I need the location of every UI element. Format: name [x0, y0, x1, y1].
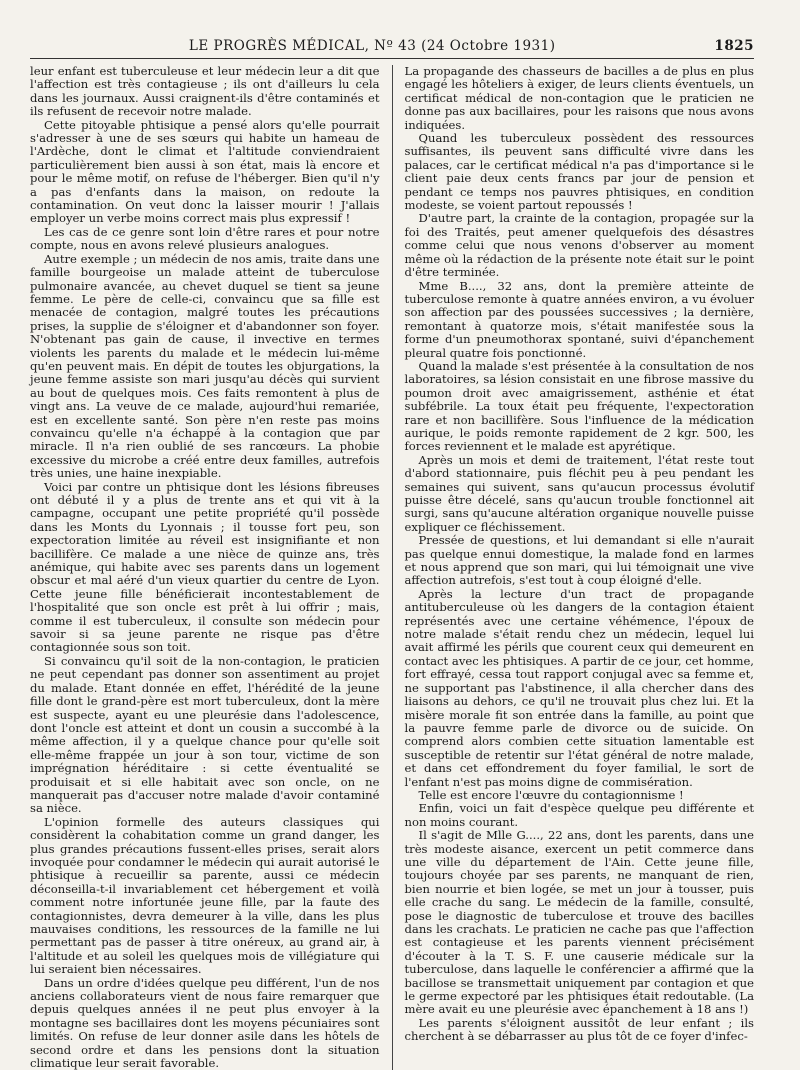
paragraph: Après un mois et demi de traitement, l'état reste tout d'abord stationnaire, puis fléchit peu à peu pendant les semaines qui suivent, sans qu'aucun processus évolutif puisse être décelé, sans qu'aucun trouble fonctionnel ait surgi, sans qu'aucune altération organique nouvelle puisse expliquer ce fléchissement. — [404, 452, 754, 534]
paragraph: Enfin, voici un fait d'espèce quelque peu différente et non moins courant. — [404, 801, 754, 829]
paragraph: Pressée de questions, et lui demandant si elle n'aurait pas quelque ennui domestique, la malade fond en larmes et nous apprend que son mari, qui lui témoignait une vive affection autrefois, s'est tout à coup éloigné d'elle. — [404, 533, 754, 588]
paragraph: Quand les tuberculeux possèdent des ressources suffisantes, ils peuvent sans difficulté vivre dans les palaces, car le certificat médical n'a pas d'importance si le client paie deux cents francs par jour de pension et pendant ce temps nos pauvres phtisiques, en condition modeste, se voient partout repoussés ! — [404, 131, 754, 213]
paragraph: leur enfant est tuberculeuse et leur médecin leur a dit que l'affection est très contagieuse ; ils ont d'ailleurs lu cela dans les journaux. Aussi craignent-ils d'être contaminés et ils refusent de recevoir notre malade. — [30, 64, 380, 119]
left-column — [30, 65, 392, 1070]
paragraph: Telle est encore l'œuvre du contagionnisme ! — [418, 787, 684, 802]
right-column — [392, 65, 755, 1070]
page-header — [30, 38, 754, 59]
page-number: 1825 — [714, 38, 754, 54]
paragraph: L'opinion formelle des auteurs classiques qui considèrent la cohabitation comme un grand danger, les plus grandes précautions fussent-elles prises, serait alors invoquée pour condamner le médecin qui aurait autorisé le phtisique à recueillir sa parente, aussi ce médecin déconseilla-t-il invariablement cet hébergement et voilà comment notre infortunée jeune fille, par la faute des contagionnistes, devra demeurer à la ville, dans les plus mauvaises conditions, les ressources de la famille ne lui permettant pas de passer à titre onéreux, au grand air, à l'altitude et au soleil les quelques mois de villégiature qui lui seraient bien nécessaires. — [30, 814, 380, 977]
paragraph: Si convaincu qu'il soit de la non-contagion, le praticien ne peut cependant pas donner son assentiment au projet du malade. Etant donnée en effet, l'hérédité de la jeune fille dont le grand-père est mort tuberculeux, dont la mère est suspecte, ayant eu une pleurésie dans l'adolescence, dont l'oncle est atteint et dont un cousin a succombé à la même affection, il y a quelque chance pour qu'elle soit elle-même frappée un jour à son tour, victime de son imprégnation héréditaire : si cette éventualité se produisait et si elle habitait avec son oncle, on ne manquerait pas d'accuser notre malade d'avoir contaminé sa nièce. — [30, 653, 380, 816]
paragraph: D'autre part, la crainte de la contagion, propagée sur la foi des Traités, peut amener quelquefois des désastres comme celui que nous venons d'observer au moment même où la rédaction de la présente note était sur le point d'être terminée. — [404, 211, 754, 280]
paragraph: Quand la malade s'est présentée à la consultation de nos laboratoires, sa lésion consistait en une fibrose massive du poumon droit avec amaigrissement, asthénie et état subfébrile. La toux était peu fréquente, l'expectoration rare et non bacillifère. Sous l'influence de la médication aurique, le poids remonte rapidement de 2 kgr. 500, les forces reviennent et le malade est apyrétique. — [404, 358, 754, 454]
paragraph: Voici par contre un phtisique dont les lésions fibreuses ont débuté il y a plus de trente ans et qui vit à la campagne, occupant une petite propriété qu'il possède dans les Monts du Lyonnais ; il tousse fort peu, son expectoration limitée au réveil est insignifiante et non bacillifère. Ce malade a une nièce de quinze ans, très anémique, qui habite avec ses parents dans un logement obscur et mal aéré d'un vieux quartier du centre de Lyon. Cette jeune fille bénéficierait incontestablement de l'hospitalité que son oncle est prêt à lui offrir ; mais, comme il est tuberculeux, il consulte son médecin pour savoir si sa jeune parente ne risque pas d'être contagionnée sous son toit. — [30, 479, 380, 655]
text-columns — [30, 65, 754, 1070]
paragraph: La propagande des chasseurs de bacilles a de plus en plus engagé les hôteliers à exiger, de leurs clients éventuels, un certificat médical de non-contagion que le praticien ne donne pas aux bacillaires, pour les raisons que nous avons indiquées. — [404, 64, 754, 132]
paragraph: Autre exemple ; un médecin de nos amis, traite dans une famille bourgeoise un malade atteint de tuberculose pulmonaire avancée, au chevet duquel se tient sa jeune femme. Le père de celle-ci, convaincu que sa fille est menacée de contagion, malgré toutes les précautions prises, la supplie de s'éloigner et d'abandonner son foyer. N'obtenant pas gain de cause, il invective en termes violents les parents du malade et le médecin lui-même qu'en peuvent mais. En dépit de toutes les objurgations, la jeune femme assiste son mari jusqu'au décès qui survient au bout de quelques mois. Ces faits remontent à plus de vingt ans. La veuve de ce malade, aujourd'hui remariée, est en excellente santé. Son père n'en reste pas moins convaincu qu'elle n'a échappé à la contagion que par miracle. Il n'a rien oublié de ses rancœurs. La phobie excessive du microbe a créé entre deux familles, autrefois très unies, une haine inexpiable. — [30, 251, 380, 481]
journal-title: LE PROGRÈS MÉDICAL, Nº 43 (24 Octobre 1931) — [188, 38, 556, 54]
paragraph: Mme B...., 32 ans, dont la première atteinte de tuberculose remonte à quatre années environ, a vu évoluer son affection par des poussées successives ; la dernière, remontant à quatorze mois, s'était manifestée sous la forme d'un pneumothorax spontané, suivi d'épanchement pleural quatre fois ponctionné. — [404, 278, 754, 360]
paragraph: Après la lecture d'un tract de propagande antituberculeuse où les dangers de la contagion étaient représentés avec une certaine véhémence, l'époux de notre malade s'était rendu chez un médecin, lequel lui avait affirmé les périls que courent ceux qui demeurent en contact avec les phtisiques. A partir de ce jour, cet homme, fort effrayé, cessa tout rapport conjugal avec sa femme et, ne supportant pas l'abstinence, il alla chercher dans des liaisons au dehors, ce qu'il ne trouvait plus chez lui. Et la misère morale fit son entrée dans la famille, au point que la pauvre femme parle de divorce ou de suicide. On comprend alors combien cette situation lamentable est susceptible de retentir sur l'état général de notre malade, et dans cet effondrement du foyer familial, le sort de l'enfant n'est pas moins digne de commisération. — [404, 586, 754, 789]
paragraph: Cette pitoyable phtisique a pensé alors qu'elle pourrait s'adresser à une de ses sœurs qui habite un hameau de l'Ardèche, dont le climat et l'altitude conviendraient particulièrement bien aussi à son état, mais là encore et pour le même motif, on refuse de l'héberger. Bien qu'il n'y a pas d'enfants dans la maison, on redoute la contamination. On veut donc la laisser mourir ! J'allais employer un verbe moins correct mais plus expressif ! — [30, 117, 380, 226]
paragraph: Les cas de ce genre sont loin d'être rares et pour notre compte, nous en avons relevé plusieurs analogues. — [30, 224, 380, 253]
paragraph: Les parents s'éloignent aussitôt de leur enfant ; ils cherchent à se débarrasser au plus tôt de ce foyer d'infec- — [404, 1015, 754, 1044]
paragraph: Il s'agit de Mlle G...., 22 ans, dont les parents, dans une très modeste aisance, exercent un petit commerce dans une ville du département de l'Ain. Cette jeune fille, toujours choyée par ses parents, ne manquant de rien, bien nourrie et bien logée, se met un jour à tousser, puis elle crache du sang. Le médecin de la famille, consulté, pose le diagnostic de tuberculose et trouve des bacilles dans les crachats. Le praticien ne cache pas que l'affection est contagieuse et les parents viennent précisément d'écouter à la T. S. F. une causerie médicale sur la tuberculose, dans laquelle le conférencier a affirmé que la bacillose se transmettait uniquement par contagion et que le germe expectoré par les phtisiques était redoutable. (La mère avait eu une pleurésie avec épanchement à 18 ans !) — [404, 828, 754, 1017]
paragraph: Dans un ordre d'idées quelque peu différent, l'un de nos anciens collaborateurs vient de nous faire remarquer que depuis quelques années il ne peut plus envoyer à la montagne ses bacillaires dont les moyens pécuniaires sont limités. On refuse de leur donner asile dans les hôtels de second ordre et dans les pensions dont la situation climatique leur serait favorable. — [30, 975, 380, 1070]
